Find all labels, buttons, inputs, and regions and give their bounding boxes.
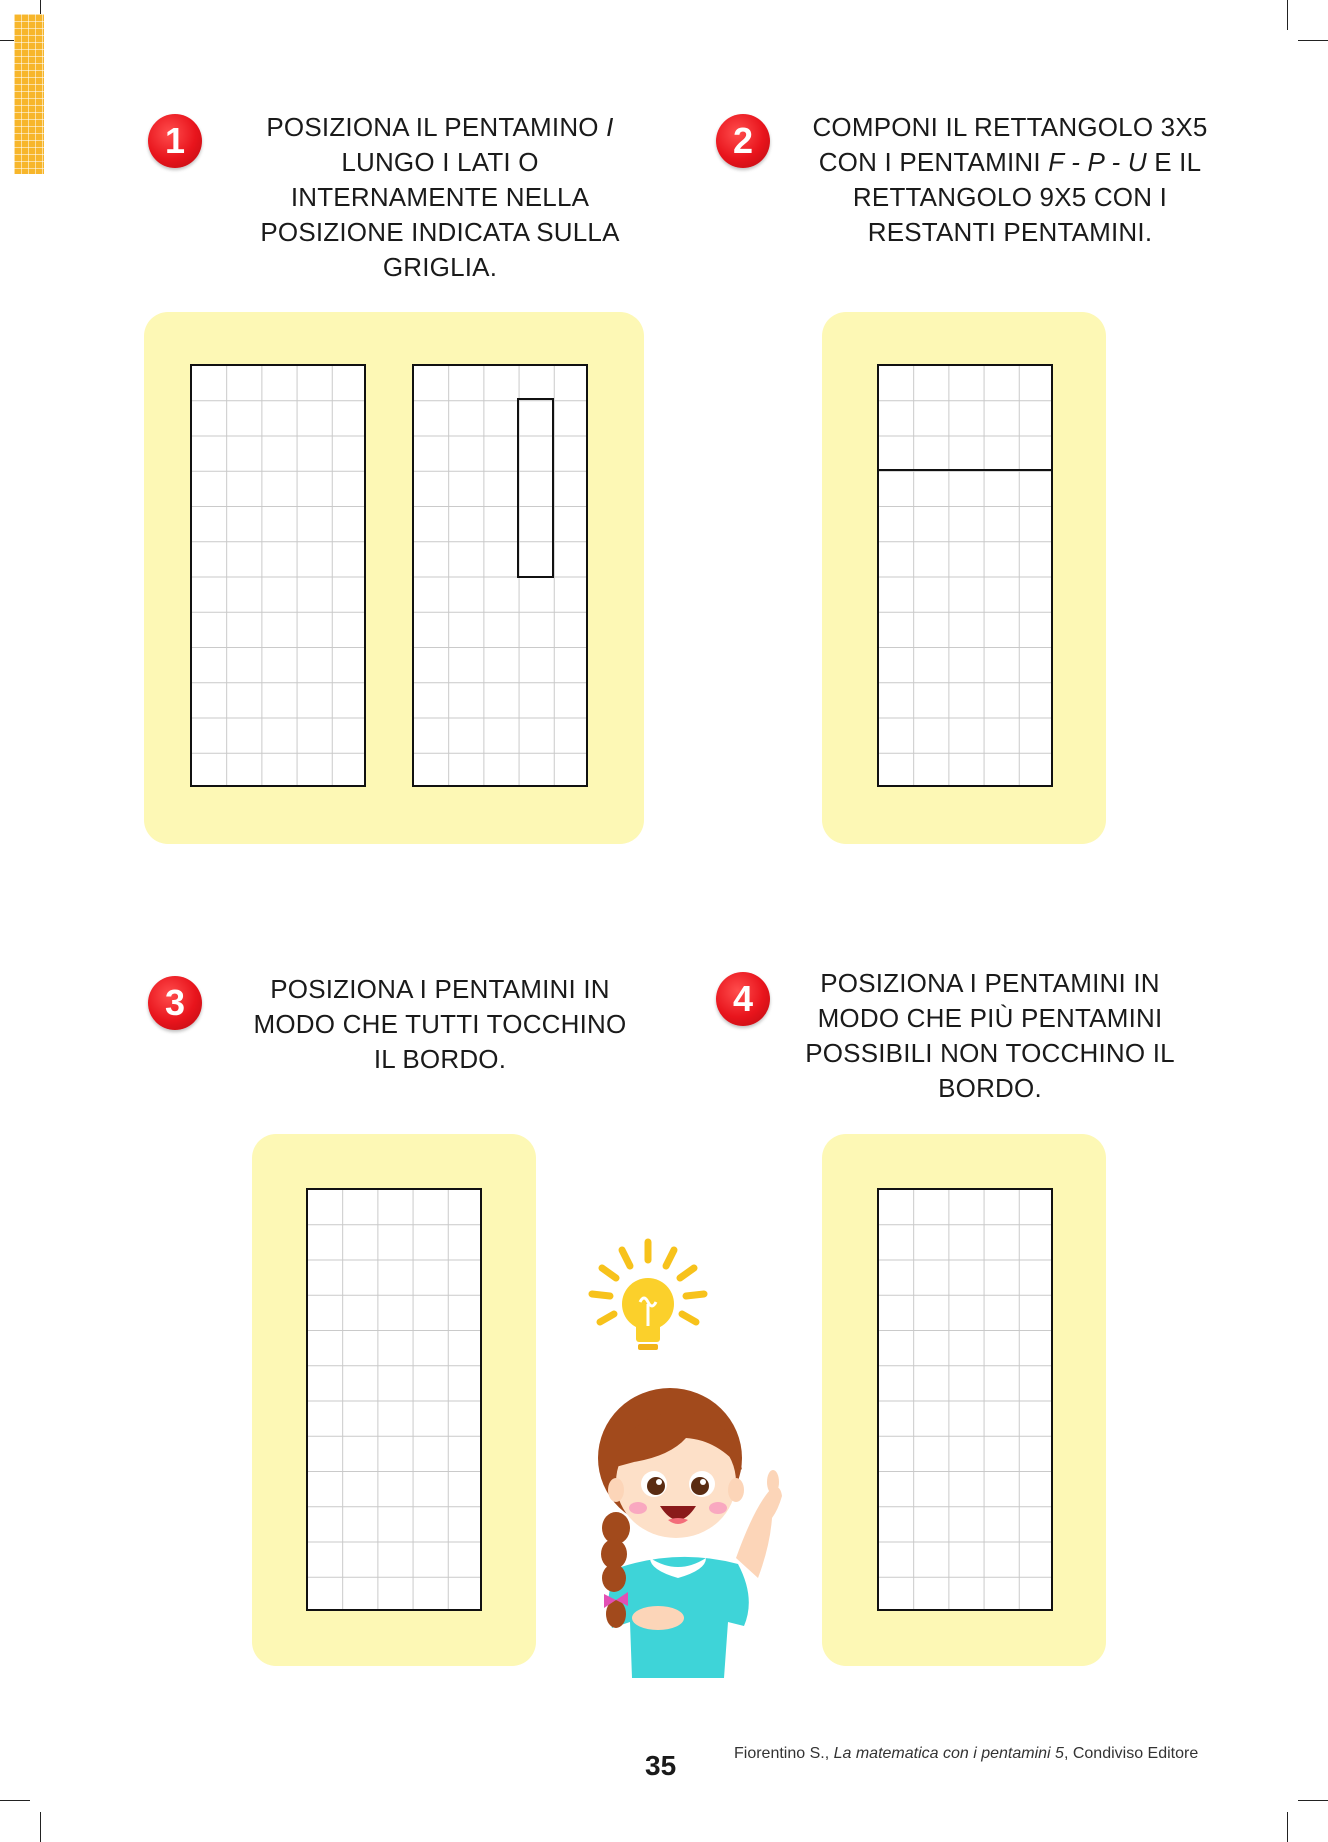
instruction-text: E IL RETTANGOLO 9X5 CON I RESTANTI PENTAMINI. xyxy=(852,147,1202,247)
exercise-number: 1 xyxy=(164,120,186,161)
instruction-text: POSIZIONA I PENTAMINI IN MODO CHE TUTTI TOCCHINO IL BORDO. xyxy=(253,974,627,1074)
exercise-number: 3 xyxy=(164,982,186,1023)
rectangle-divider xyxy=(878,469,1052,471)
exercise-number: 2 xyxy=(732,120,754,161)
exercise-number-badge xyxy=(148,976,202,1030)
exercise-instruction xyxy=(790,966,1190,1106)
instruction-italic: I xyxy=(606,112,614,142)
pentomino-grid xyxy=(412,364,588,787)
exercise-instruction xyxy=(240,972,640,1077)
crop-mark xyxy=(40,1812,41,1842)
instruction-text: COMPONI IL RETTANGOLO 3X5 CON I PENTAMINI xyxy=(812,112,1208,177)
credit-publisher: , Condiviso Editore xyxy=(1063,1745,1199,1762)
instruction-text: LUNGO I LATI O INTERNAMENTE NELLA POSIZIONE INDICATA SULLA GRIGLIA. xyxy=(260,147,620,282)
credit-author: Fiorentino S., xyxy=(734,1745,834,1762)
instruction-text: POSIZIONA IL PENTAMINO xyxy=(266,112,607,142)
instruction-text: POSIZIONA I PENTAMINI IN MODO CHE PIÙ PENTAMINI POSSIBILI NON TOCCHINO IL BORDO. xyxy=(805,968,1175,1103)
book-credit xyxy=(734,1745,1198,1763)
pentomino-grid xyxy=(877,364,1053,787)
credit-title: La matematica con i pentamini 5 xyxy=(833,1745,1064,1762)
exercise-number-badge xyxy=(716,114,770,168)
instruction-italic: F - P - U xyxy=(1048,147,1147,177)
crop-mark xyxy=(1287,0,1288,30)
pentomino-i-outline xyxy=(517,398,554,578)
exercise-instruction xyxy=(242,110,638,285)
crop-mark xyxy=(0,1800,30,1801)
pentomino-grid xyxy=(306,1188,482,1611)
crop-mark xyxy=(1298,1800,1328,1801)
crop-mark xyxy=(1298,40,1328,41)
page-edge-tab xyxy=(14,14,44,174)
exercise-number: 4 xyxy=(732,978,754,1019)
lightbulb-icon xyxy=(578,1238,718,1358)
exercise-number-badge xyxy=(716,972,770,1026)
exercise-instruction xyxy=(800,110,1220,250)
page-number: 35 xyxy=(645,1750,677,1781)
exercise-number-badge xyxy=(148,114,202,168)
girl-illustration xyxy=(558,1378,798,1688)
crop-mark xyxy=(1287,1812,1288,1842)
pentomino-grid xyxy=(190,364,366,787)
pentomino-grid xyxy=(877,1188,1053,1611)
